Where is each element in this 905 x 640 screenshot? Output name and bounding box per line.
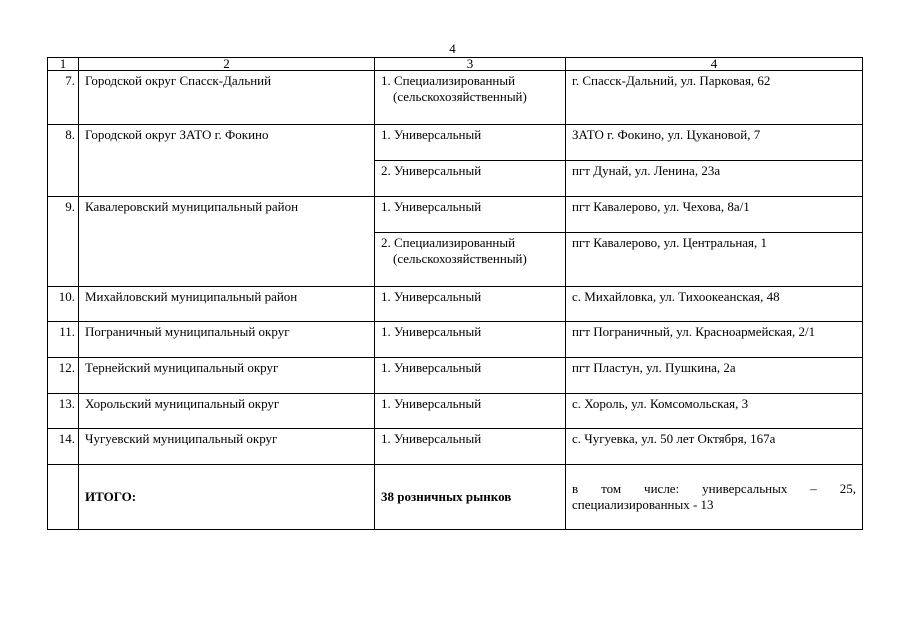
market-address: пгт Кавалерово, ул. Чехова, 8а/1: [566, 197, 863, 233]
market-type: [375, 71, 566, 125]
market-type-text: 2. Универсальный: [381, 163, 482, 178]
municipality-name: Чугуевский муниципальный округ: [79, 429, 375, 465]
table-row: [48, 358, 863, 394]
market-type: [375, 287, 566, 322]
market-address: с. Хороль, ул. Комсомольская, 3: [566, 394, 863, 429]
municipality-name: Пограничный муниципальный округ: [79, 322, 375, 358]
row-number: 10.: [48, 287, 79, 322]
table-row: [48, 322, 863, 358]
market-type-text: 1. Универсальный: [381, 289, 482, 304]
market-type-text: 1. Универсальный: [381, 396, 482, 411]
header-cell: 3: [375, 58, 566, 71]
market-address: г. Спасск-Дальний, ул. Парковая, 62: [566, 71, 863, 125]
row-number: 9.: [48, 197, 79, 287]
total-number-cell: [48, 465, 79, 530]
row-number: 12.: [48, 358, 79, 394]
market-type: [375, 358, 566, 394]
markets-table: [47, 57, 863, 530]
market-type-text: 1. Специализированный (сельскохозяйственный): [381, 73, 527, 104]
page-number: 4: [449, 41, 456, 56]
market-type-text: 1. Универсальный: [381, 431, 482, 446]
municipality-name: Городской округ ЗАТО г. Фокино: [79, 125, 375, 197]
market-type-text: 1. Универсальный: [381, 360, 482, 375]
market-type: [375, 429, 566, 465]
municipality-name: Хорольский муниципальный округ: [79, 394, 375, 429]
header-cell: 1: [48, 58, 79, 71]
market-type: [375, 125, 566, 161]
market-address: с. Чугуевка, ул. 50 лет Октября, 167а: [566, 429, 863, 465]
table-row: [48, 429, 863, 465]
table-row: [48, 197, 863, 233]
market-address: пгт Кавалерово, ул. Центральная, 1: [566, 233, 863, 287]
row-number: 7.: [48, 71, 79, 125]
market-type: [375, 233, 566, 287]
total-row: [48, 465, 863, 530]
market-type: [375, 197, 566, 233]
header-cell: 4: [566, 58, 863, 71]
header-cell: 2: [79, 58, 375, 71]
market-type-text: 1. Универсальный: [381, 199, 482, 214]
market-address: с. Михайловка, ул. Тихоокеанская, 48: [566, 287, 863, 322]
market-address: пгт Дунай, ул. Ленина, 23а: [566, 161, 863, 197]
total-label: ИТОГО:: [79, 465, 375, 530]
market-type-text: 1. Универсальный: [381, 324, 482, 339]
market-address: пгт Пограничный, ул. Красноармейская, 2/1: [566, 322, 863, 358]
municipality-name: Кавалеровский муниципальный район: [79, 197, 375, 287]
market-address: пгт Пластун, ул. Пушкина, 2а: [566, 358, 863, 394]
row-number: 14.: [48, 429, 79, 465]
table-row: [48, 71, 863, 125]
table-header-row: [48, 58, 863, 71]
row-number: 8.: [48, 125, 79, 197]
row-number: 11.: [48, 322, 79, 358]
market-type: [375, 394, 566, 429]
table-row: [48, 287, 863, 322]
row-number: 13.: [48, 394, 79, 429]
table-row: [48, 394, 863, 429]
total-value: 38 розничных рынков: [375, 465, 566, 530]
market-type: [375, 161, 566, 197]
market-address: ЗАТО г. Фокино, ул. Цукановой, 7: [566, 125, 863, 161]
total-note: в том числе: универсальных – 25, специализированных - 13: [566, 465, 863, 530]
municipality-name: Михайловский муниципальный район: [79, 287, 375, 322]
market-type-text: 2. Специализированный (сельскохозяйственный): [381, 235, 527, 266]
municipality-name: Городской округ Спасск-Дальний: [79, 71, 375, 125]
market-type: [375, 322, 566, 358]
municipality-name: Тернейский муниципальный округ: [79, 358, 375, 394]
table-row: [48, 125, 863, 161]
market-type-text: 1. Универсальный: [381, 127, 482, 142]
